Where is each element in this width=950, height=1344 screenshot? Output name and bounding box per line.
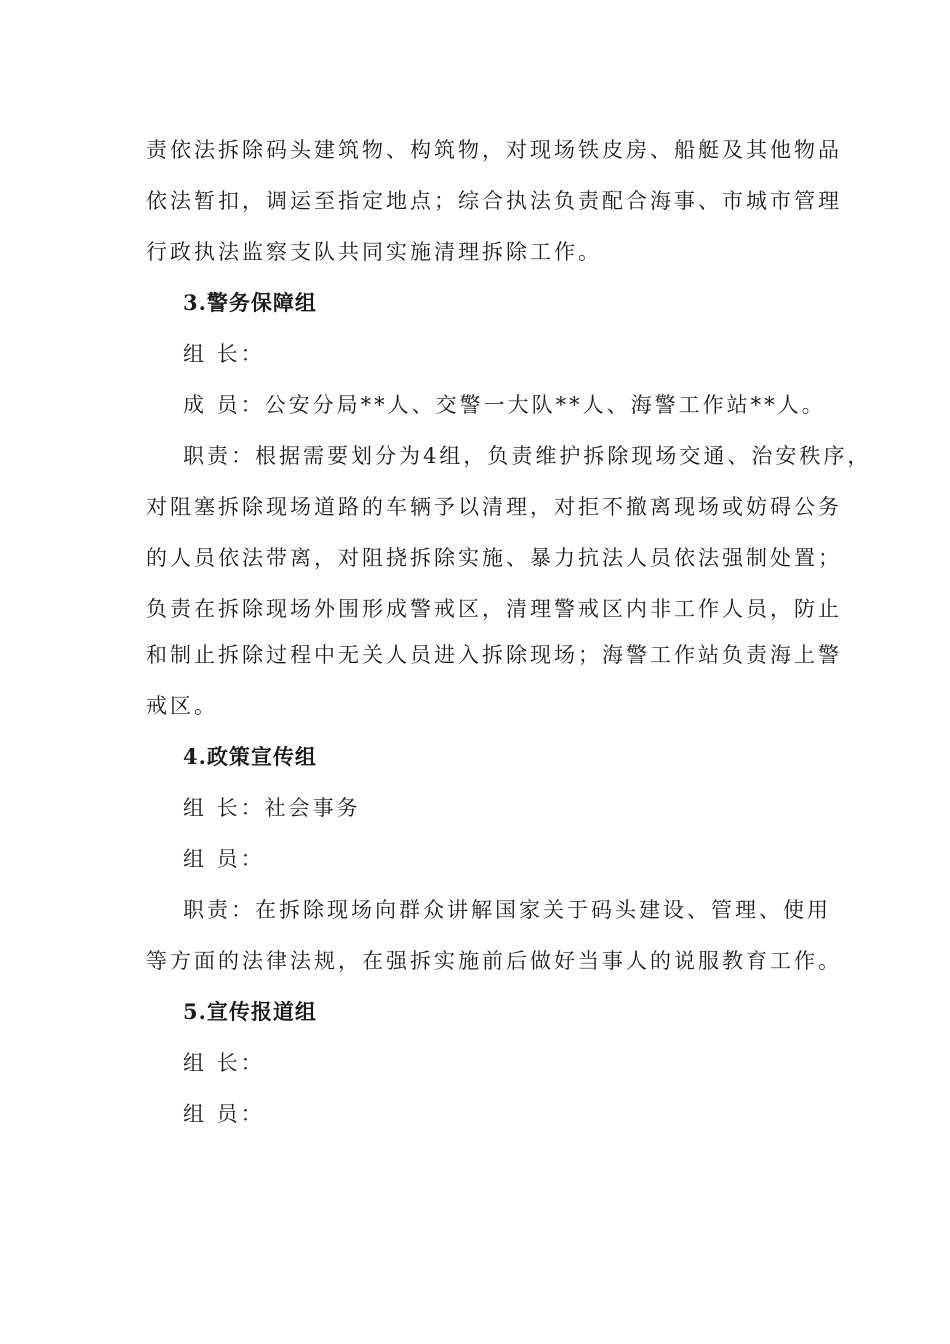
- paragraph-line: 行政执法监察支队共同实施清理拆除工作。: [146, 240, 602, 264]
- group-leader-line: 组 长：: [183, 342, 265, 366]
- group-members-line: 组 员：: [183, 1102, 265, 1126]
- section-heading-police-support: 3.警务保障组: [183, 290, 317, 315]
- duties-line: 职责：在拆除现场向群众讲解国家关于码头建设、管理、使用: [183, 898, 831, 922]
- paragraph-line: 和制止拆除过程中无关人员进入拆除现场；海警工作站负责海上警: [146, 643, 842, 667]
- group-members-line: 成 员：公安分局**人、交警一大队**人、海警工作站**人。: [183, 393, 826, 417]
- section-heading-policy-publicity: 4.政策宣传组: [183, 744, 317, 769]
- paragraph-line: 负责在拆除现场外围形成警戒区，清理警戒区内非工作人员，防止: [146, 597, 842, 621]
- group-leader-line: 组 长：: [183, 1051, 265, 1075]
- group-members-line: 组 员：: [183, 847, 265, 871]
- paragraph-line: 等方面的法律法规，在强拆实施前后做好当事人的说服教育工作。: [146, 949, 842, 973]
- paragraph-line: 依法暂扣，调运至指定地点；综合执法负责配合海事、市城市管理: [146, 189, 842, 213]
- paragraph-line: 戒区。: [146, 694, 218, 718]
- section-heading-news-reporting: 5.宣传报道组: [183, 999, 317, 1024]
- paragraph-line: 的人员依法带离，对阻挠拆除实施、暴力抗法人员依法强制处置；: [146, 546, 842, 570]
- group-leader-line: 组 长：社会事务: [183, 796, 361, 820]
- paragraph-line: 责依法拆除码头建筑物、构筑物，对现场铁皮房、船艇及其他物品: [146, 138, 842, 162]
- paragraph-line: 对阻塞拆除现场道路的车辆予以清理，对拒不撤离现场或妨碍公务: [146, 495, 842, 519]
- duties-line: 职责：根据需要划分为4组，负责维护拆除现场交通、治安秩序，: [183, 444, 872, 468]
